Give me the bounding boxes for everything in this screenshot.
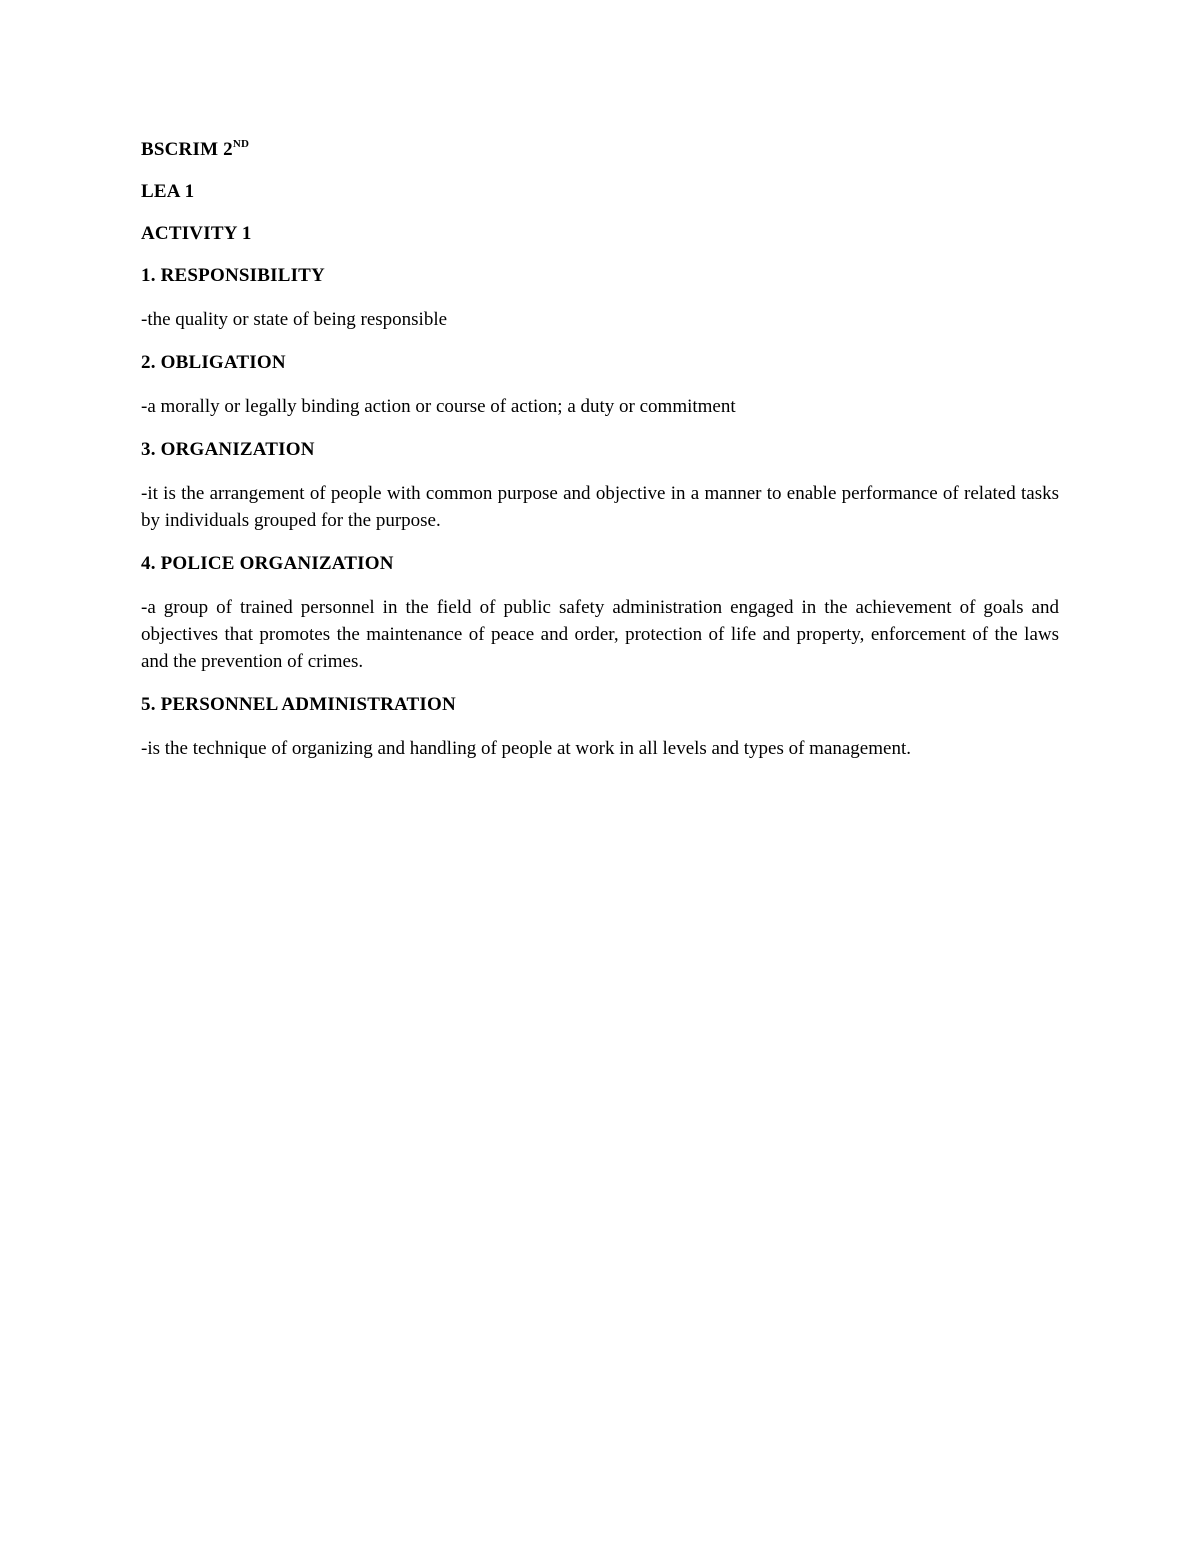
course-heading — [141, 138, 1059, 162]
term-definition: -it is the arrangement of people with common purpose and objective in a manner to enable performance of related tasks by individuals grouped for the purpose. — [141, 483, 1059, 531]
subject-heading: LEA 1 — [141, 181, 195, 202]
term-heading: 2. OBLIGATION — [141, 352, 286, 373]
term-definition: -the quality or state of being responsible — [141, 309, 448, 330]
term-heading: 1. RESPONSIBILITY — [141, 265, 325, 286]
term-definition: -a group of trained personnel in the field of public safety administration engaged in the achievement of goals and objectives that promotes the maintenance of peace and order, protection of life and property, enforcement of the laws and the prevention of crimes. — [141, 597, 1059, 672]
course-label: BSCRIM 2 — [141, 139, 233, 160]
term-definition: -a morally or legally binding action or course of action; a duty or commitment — [141, 396, 736, 417]
document-body — [141, 138, 1059, 780]
term-heading: 4. POLICE ORGANIZATION — [141, 553, 394, 574]
course-ordinal-superscript: ND — [232, 138, 250, 150]
term-definition: -is the technique of organizing and handling of people at work in all levels and types of management. — [141, 738, 911, 759]
term-heading: 3. ORGANIZATION — [141, 439, 315, 460]
term-heading: 5. PERSONNEL ADMINISTRATION — [141, 694, 456, 715]
activity-heading: ACTIVITY 1 — [141, 223, 252, 244]
